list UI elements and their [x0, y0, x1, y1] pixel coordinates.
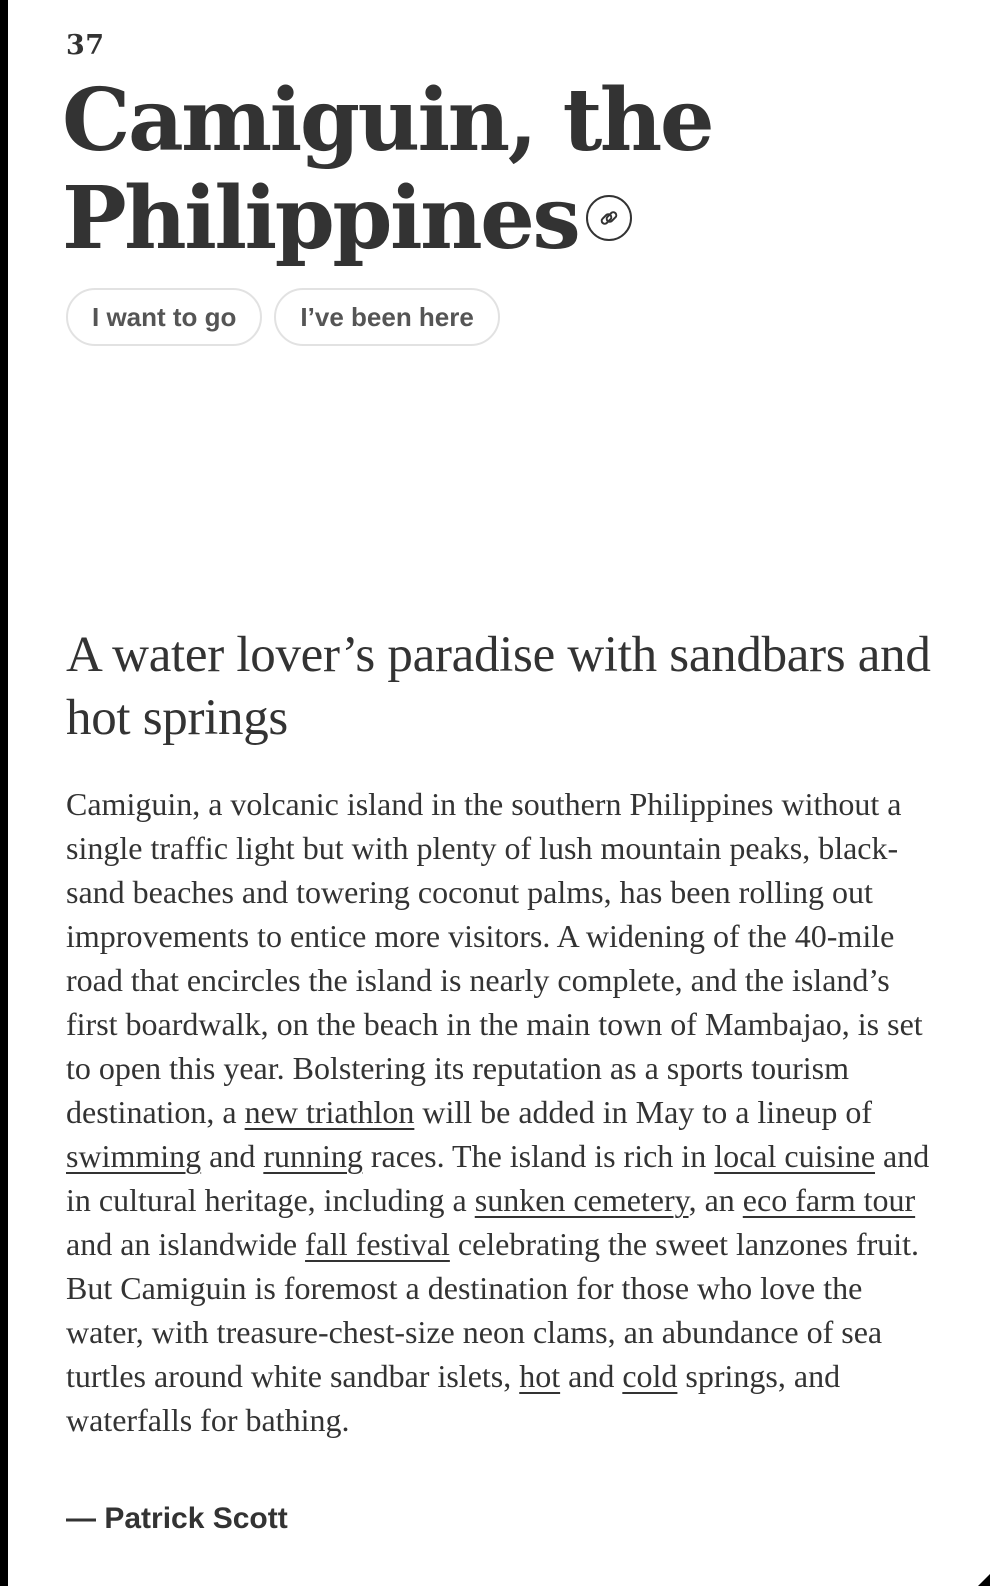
action-buttons — [66, 288, 500, 346]
want-to-go-button[interactable]: I want to go — [66, 288, 262, 346]
body-text-segment: races. The island is rich in — [362, 1138, 715, 1174]
been-here-button[interactable]: I’ve been here — [274, 288, 499, 346]
hot-springs-link[interactable]: hot — [519, 1358, 561, 1394]
running-link[interactable]: running — [263, 1138, 363, 1174]
author-byline: — Patrick Scott — [66, 1502, 288, 1535]
fall-festival-link[interactable]: fall festival — [305, 1226, 450, 1262]
body-text-segment: celebrating the sweet lanzones fruit. But Camiguin is foremost a destination for those who love the water, with treasure-chest-size neon clams, an abundance of sea turtles around white sandbar islets, — [66, 1226, 920, 1394]
left-edge-bar — [0, 0, 8, 1586]
cold-springs-link[interactable]: cold — [622, 1358, 678, 1394]
swimming-link[interactable]: swimming — [66, 1138, 202, 1174]
rank-number: 37 — [66, 30, 105, 61]
article-body — [66, 782, 936, 1442]
new-triathlon-link[interactable]: new triathlon — [244, 1094, 415, 1130]
sunken-cemetery-link[interactable]: sunken cemetery — [474, 1182, 689, 1218]
body-text-segment: and an islandwide — [66, 1226, 306, 1262]
eco-farm-tour-link[interactable]: eco farm tour — [742, 1182, 916, 1218]
article-subhead: A water lover’s paradise with sandbars and hot springs — [66, 627, 931, 746]
title-text: Camiguin, the Philippines — [62, 70, 713, 269]
body-text-segment: and in cultural heritage, including a — [66, 1138, 930, 1218]
body-text-segment: Camiguin, a volcanic island in the southern Philippines without a single traffic light but with plenty of lush mountain peaks, black-sand beaches and towering coconut palms, has been rolling out improvements to entice more visitors. A widening of the 40-mile road that encircles the island is nearly complete, and the island’s first boardwalk, on the beach in the main town of Mambajao, is set to open this year. Bolstering its reputation as a sports tourism destination, a — [66, 786, 923, 1130]
body-text-segment: springs, and waterfalls for bathing. — [66, 1358, 841, 1438]
link-icon[interactable] — [586, 195, 632, 241]
body-text-segment: and — [560, 1358, 623, 1394]
body-text-segment: , an — [688, 1182, 743, 1218]
body-text-segment: and — [201, 1138, 264, 1174]
body-text-segment: will be added in May to a lineup of — [414, 1094, 873, 1130]
page-title — [62, 72, 822, 268]
corner-mark — [978, 1574, 990, 1586]
local-cuisine-link[interactable]: local cuisine — [714, 1138, 876, 1174]
